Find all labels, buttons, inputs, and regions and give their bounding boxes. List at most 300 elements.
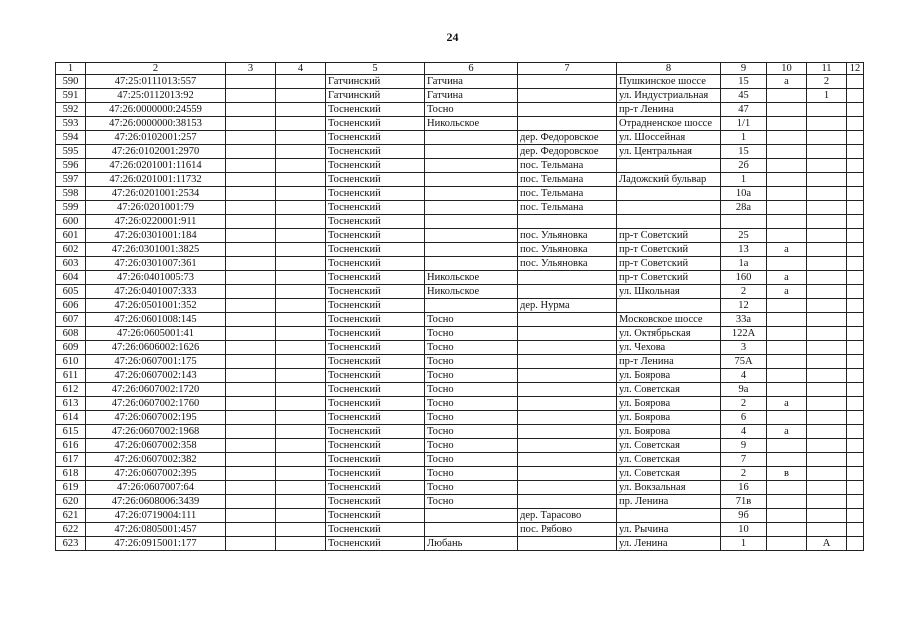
col4-cell	[276, 495, 326, 509]
col12-cell	[847, 453, 864, 467]
col12-cell	[847, 187, 864, 201]
street-cell: ул. Боярова	[617, 425, 721, 439]
district-cell: Тосненский	[326, 145, 425, 159]
table-row	[56, 131, 864, 145]
col4-cell	[276, 439, 326, 453]
table-row	[56, 537, 864, 551]
settlement-cell	[518, 313, 617, 327]
building-cell	[807, 327, 847, 341]
settlement-cell	[518, 341, 617, 355]
cadastral-number: 47:26:0601008:145	[86, 313, 226, 327]
district-cell: Тосненский	[326, 397, 425, 411]
letter-cell	[767, 173, 807, 187]
district-cell: Тосненский	[326, 257, 425, 271]
settlement-cell	[518, 425, 617, 439]
col4-cell	[276, 299, 326, 313]
col12-cell	[847, 341, 864, 355]
col4-cell	[276, 257, 326, 271]
table-row	[56, 509, 864, 523]
letter-cell: а	[767, 285, 807, 299]
street-cell: ул. Индустриальная	[617, 89, 721, 103]
city-cell: Никольское	[425, 285, 518, 299]
col12-cell	[847, 75, 864, 89]
settlement-cell: дер. Федоровское	[518, 131, 617, 145]
settlement-cell	[518, 383, 617, 397]
cadastral-number: 47:26:0301001:184	[86, 229, 226, 243]
house-cell: 6	[721, 411, 767, 425]
col3-cell	[226, 481, 276, 495]
col4-cell	[276, 537, 326, 551]
data-table	[55, 62, 864, 551]
col12-cell	[847, 257, 864, 271]
building-cell	[807, 397, 847, 411]
district-cell: Тосненский	[326, 509, 425, 523]
street-cell: Пушкинское шоссе	[617, 75, 721, 89]
col3-cell	[226, 187, 276, 201]
row-number: 615	[56, 425, 86, 439]
street-cell: ул. Боярова	[617, 369, 721, 383]
building-cell	[807, 341, 847, 355]
col3-cell	[226, 341, 276, 355]
col4-cell	[276, 215, 326, 229]
col12-cell	[847, 425, 864, 439]
row-number: 614	[56, 411, 86, 425]
city-cell: Тосно	[425, 495, 518, 509]
letter-cell	[767, 215, 807, 229]
col3-cell	[226, 495, 276, 509]
col12-cell	[847, 215, 864, 229]
building-cell: А	[807, 537, 847, 551]
settlement-cell	[518, 537, 617, 551]
city-cell: Гатчина	[425, 75, 518, 89]
row-number: 607	[56, 313, 86, 327]
column-header: 11	[807, 63, 847, 75]
row-number: 610	[56, 355, 86, 369]
column-header: 5	[326, 63, 425, 75]
letter-cell	[767, 481, 807, 495]
house-cell: 10а	[721, 187, 767, 201]
cadastral-number: 47:26:0606002:1626	[86, 341, 226, 355]
row-number: 623	[56, 537, 86, 551]
letter-cell: а	[767, 397, 807, 411]
district-cell: Тосненский	[326, 187, 425, 201]
district-cell: Тосненский	[326, 383, 425, 397]
street-cell: ул. Советская	[617, 383, 721, 397]
letter-cell	[767, 117, 807, 131]
table-row	[56, 327, 864, 341]
letter-cell	[767, 159, 807, 173]
cadastral-number: 47:26:0000000:24559	[86, 103, 226, 117]
col12-cell	[847, 467, 864, 481]
cadastral-number: 47:26:0605001:41	[86, 327, 226, 341]
col4-cell	[276, 383, 326, 397]
letter-cell	[767, 201, 807, 215]
col4-cell	[276, 481, 326, 495]
district-cell: Тосненский	[326, 173, 425, 187]
row-number: 596	[56, 159, 86, 173]
col3-cell	[226, 229, 276, 243]
settlement-cell	[518, 271, 617, 285]
cadastral-number: 47:26:0608006:3439	[86, 495, 226, 509]
cadastral-number: 47:26:0607002:143	[86, 369, 226, 383]
building-cell	[807, 229, 847, 243]
col12-cell	[847, 159, 864, 173]
city-cell: Любань	[425, 537, 518, 551]
city-cell	[425, 229, 518, 243]
street-cell: ул. Центральная	[617, 145, 721, 159]
house-cell: 2	[721, 467, 767, 481]
settlement-cell	[518, 285, 617, 299]
letter-cell	[767, 299, 807, 313]
settlement-cell	[518, 481, 617, 495]
col4-cell	[276, 369, 326, 383]
building-cell	[807, 467, 847, 481]
house-cell: 33а	[721, 313, 767, 327]
settlement-cell: пос. Рябово	[518, 523, 617, 537]
row-number: 608	[56, 327, 86, 341]
table-row	[56, 313, 864, 327]
cadastral-number: 47:26:0915001:177	[86, 537, 226, 551]
col3-cell	[226, 383, 276, 397]
col12-cell	[847, 173, 864, 187]
row-number: 598	[56, 187, 86, 201]
city-cell: Тосно	[425, 327, 518, 341]
row-number: 602	[56, 243, 86, 257]
settlement-cell: пос. Ульяновка	[518, 243, 617, 257]
col3-cell	[226, 75, 276, 89]
cadastral-number: 47:26:0401007:333	[86, 285, 226, 299]
city-cell: Тосно	[425, 453, 518, 467]
district-cell: Тосненский	[326, 327, 425, 341]
building-cell	[807, 369, 847, 383]
table-row	[56, 145, 864, 159]
col4-cell	[276, 173, 326, 187]
row-number: 594	[56, 131, 86, 145]
building-cell	[807, 173, 847, 187]
letter-cell	[767, 537, 807, 551]
table-row	[56, 75, 864, 89]
building-cell	[807, 257, 847, 271]
letter-cell: а	[767, 243, 807, 257]
col3-cell	[226, 369, 276, 383]
settlement-cell	[518, 75, 617, 89]
letter-cell	[767, 131, 807, 145]
city-cell	[425, 201, 518, 215]
cadastral-number: 47:26:0301007:361	[86, 257, 226, 271]
col12-cell	[847, 117, 864, 131]
col4-cell	[276, 397, 326, 411]
street-cell: ул. Боярова	[617, 397, 721, 411]
col3-cell	[226, 425, 276, 439]
district-cell: Тосненский	[326, 537, 425, 551]
district-cell: Тосненский	[326, 355, 425, 369]
cadastral-number: 47:26:0301001:3825	[86, 243, 226, 257]
district-cell: Тосненский	[326, 103, 425, 117]
cadastral-number: 47:26:0607002:395	[86, 467, 226, 481]
house-cell: 15	[721, 75, 767, 89]
row-number: 601	[56, 229, 86, 243]
city-cell	[425, 173, 518, 187]
cadastral-number: 47:26:0607002:195	[86, 411, 226, 425]
city-cell: Тосно	[425, 411, 518, 425]
col12-cell	[847, 271, 864, 285]
table-row	[56, 341, 864, 355]
street-cell	[617, 159, 721, 173]
district-cell: Тосненский	[326, 201, 425, 215]
table-row	[56, 187, 864, 201]
col12-cell	[847, 229, 864, 243]
column-header: 2	[86, 63, 226, 75]
col4-cell	[276, 103, 326, 117]
row-number: 603	[56, 257, 86, 271]
building-cell	[807, 495, 847, 509]
col3-cell	[226, 285, 276, 299]
col4-cell	[276, 523, 326, 537]
table-row	[56, 453, 864, 467]
street-cell: пр-т Советский	[617, 257, 721, 271]
cadastral-number: 47:26:0719004:111	[86, 509, 226, 523]
table-row	[56, 481, 864, 495]
col3-cell	[226, 523, 276, 537]
col12-cell	[847, 537, 864, 551]
row-number: 593	[56, 117, 86, 131]
street-cell	[617, 215, 721, 229]
col12-cell	[847, 355, 864, 369]
street-cell: пр. Ленина	[617, 495, 721, 509]
letter-cell	[767, 509, 807, 523]
col12-cell	[847, 439, 864, 453]
letter-cell	[767, 439, 807, 453]
street-cell: ул. Шоссейная	[617, 131, 721, 145]
district-cell: Тосненский	[326, 495, 425, 509]
city-cell	[425, 299, 518, 313]
column-header: 1	[56, 63, 86, 75]
settlement-cell	[518, 369, 617, 383]
house-cell: 3	[721, 341, 767, 355]
col4-cell	[276, 187, 326, 201]
street-cell: пр-т Советский	[617, 229, 721, 243]
cadastral-number: 47:26:0805001:457	[86, 523, 226, 537]
house-cell: 4	[721, 425, 767, 439]
district-cell: Тосненский	[326, 229, 425, 243]
table-row	[56, 271, 864, 285]
table-row	[56, 285, 864, 299]
col12-cell	[847, 285, 864, 299]
city-cell: Тосно	[425, 383, 518, 397]
settlement-cell	[518, 327, 617, 341]
house-cell: 160	[721, 271, 767, 285]
col12-cell	[847, 495, 864, 509]
letter-cell	[767, 355, 807, 369]
letter-cell	[767, 369, 807, 383]
col12-cell	[847, 103, 864, 117]
settlement-cell: пос. Тельмана	[518, 187, 617, 201]
letter-cell	[767, 383, 807, 397]
col12-cell	[847, 481, 864, 495]
house-cell: 122А	[721, 327, 767, 341]
row-number: 619	[56, 481, 86, 495]
letter-cell	[767, 313, 807, 327]
row-number: 612	[56, 383, 86, 397]
building-cell	[807, 439, 847, 453]
col12-cell	[847, 327, 864, 341]
cadastral-number: 47:26:0607002:358	[86, 439, 226, 453]
district-cell: Тосненский	[326, 299, 425, 313]
col4-cell	[276, 425, 326, 439]
city-cell: Тосно	[425, 439, 518, 453]
building-cell	[807, 509, 847, 523]
settlement-cell	[518, 467, 617, 481]
street-cell: Московское шоссе	[617, 313, 721, 327]
settlement-cell: пос. Тельмана	[518, 159, 617, 173]
row-number: 606	[56, 299, 86, 313]
settlement-cell: дер. Нурма	[518, 299, 617, 313]
settlement-cell	[518, 397, 617, 411]
settlement-cell	[518, 89, 617, 103]
house-cell: 2	[721, 397, 767, 411]
building-cell	[807, 131, 847, 145]
col12-cell	[847, 89, 864, 103]
street-cell: ул. Ленина	[617, 537, 721, 551]
row-number: 591	[56, 89, 86, 103]
table-row	[56, 425, 864, 439]
column-header: 7	[518, 63, 617, 75]
row-number: 622	[56, 523, 86, 537]
city-cell	[425, 523, 518, 537]
settlement-cell	[518, 453, 617, 467]
col3-cell	[226, 355, 276, 369]
table-row	[56, 159, 864, 173]
house-cell: 4	[721, 369, 767, 383]
street-cell: ул. Октябрьская	[617, 327, 721, 341]
col4-cell	[276, 327, 326, 341]
row-number: 599	[56, 201, 86, 215]
building-cell	[807, 201, 847, 215]
cadastral-number: 47:26:0607002:382	[86, 453, 226, 467]
table-row	[56, 439, 864, 453]
street-cell: пр-т Советский	[617, 271, 721, 285]
district-cell: Тосненский	[326, 117, 425, 131]
table-row	[56, 397, 864, 411]
district-cell: Тосненский	[326, 159, 425, 173]
letter-cell: а	[767, 271, 807, 285]
settlement-cell: пос. Тельмана	[518, 201, 617, 215]
letter-cell	[767, 257, 807, 271]
house-cell: 25	[721, 229, 767, 243]
building-cell	[807, 523, 847, 537]
col12-cell	[847, 313, 864, 327]
col12-cell	[847, 131, 864, 145]
col4-cell	[276, 201, 326, 215]
house-cell: 28а	[721, 201, 767, 215]
letter-cell	[767, 145, 807, 159]
house-cell: 15	[721, 145, 767, 159]
district-cell: Тосненский	[326, 313, 425, 327]
column-header: 10	[767, 63, 807, 75]
letter-cell: а	[767, 425, 807, 439]
street-cell: ул. Советская	[617, 439, 721, 453]
city-cell	[425, 257, 518, 271]
col4-cell	[276, 89, 326, 103]
settlement-cell	[518, 439, 617, 453]
street-cell: Ладожский бульвар	[617, 173, 721, 187]
cadastral-number: 47:26:0501001:352	[86, 299, 226, 313]
house-cell: 1	[721, 131, 767, 145]
letter-cell: в	[767, 467, 807, 481]
house-cell: 13	[721, 243, 767, 257]
row-number: 605	[56, 285, 86, 299]
col3-cell	[226, 439, 276, 453]
district-cell: Тосненский	[326, 131, 425, 145]
building-cell	[807, 299, 847, 313]
letter-cell	[767, 453, 807, 467]
col12-cell	[847, 509, 864, 523]
house-cell: 71в	[721, 495, 767, 509]
col3-cell	[226, 145, 276, 159]
settlement-cell	[518, 103, 617, 117]
col3-cell	[226, 537, 276, 551]
row-number: 621	[56, 509, 86, 523]
district-cell: Тосненский	[326, 369, 425, 383]
letter-cell	[767, 495, 807, 509]
col3-cell	[226, 411, 276, 425]
building-cell	[807, 117, 847, 131]
column-header: 8	[617, 63, 721, 75]
cadastral-number: 47:26:0607002:1760	[86, 397, 226, 411]
city-cell: Тосно	[425, 481, 518, 495]
table-row	[56, 103, 864, 117]
settlement-cell	[518, 355, 617, 369]
col4-cell	[276, 117, 326, 131]
district-cell: Тосненский	[326, 439, 425, 453]
letter-cell	[767, 89, 807, 103]
letter-cell	[767, 341, 807, 355]
district-cell: Тосненский	[326, 453, 425, 467]
col4-cell	[276, 355, 326, 369]
table-row	[56, 201, 864, 215]
street-cell	[617, 299, 721, 313]
row-number: 620	[56, 495, 86, 509]
col4-cell	[276, 467, 326, 481]
street-cell: ул. Вокзальная	[617, 481, 721, 495]
col12-cell	[847, 369, 864, 383]
district-cell: Тосненский	[326, 285, 425, 299]
city-cell	[425, 215, 518, 229]
page-number: 24	[446, 30, 459, 44]
building-cell	[807, 103, 847, 117]
cadastral-number: 47:26:0220001:911	[86, 215, 226, 229]
building-cell	[807, 159, 847, 173]
house-cell: 10	[721, 523, 767, 537]
building-cell	[807, 355, 847, 369]
row-number: 592	[56, 103, 86, 117]
building-cell	[807, 215, 847, 229]
letter-cell	[767, 187, 807, 201]
letter-cell	[767, 229, 807, 243]
col3-cell	[226, 509, 276, 523]
city-cell	[425, 159, 518, 173]
settlement-cell: дер. Тарасово	[518, 509, 617, 523]
row-number: 613	[56, 397, 86, 411]
cadastral-number: 47:26:0000000:38153	[86, 117, 226, 131]
street-cell: ул. Чехова	[617, 341, 721, 355]
col4-cell	[276, 509, 326, 523]
row-number: 604	[56, 271, 86, 285]
cadastral-number: 47:26:0102001:2970	[86, 145, 226, 159]
street-cell: ул. Советская	[617, 453, 721, 467]
street-cell	[617, 201, 721, 215]
city-cell: Никольское	[425, 271, 518, 285]
